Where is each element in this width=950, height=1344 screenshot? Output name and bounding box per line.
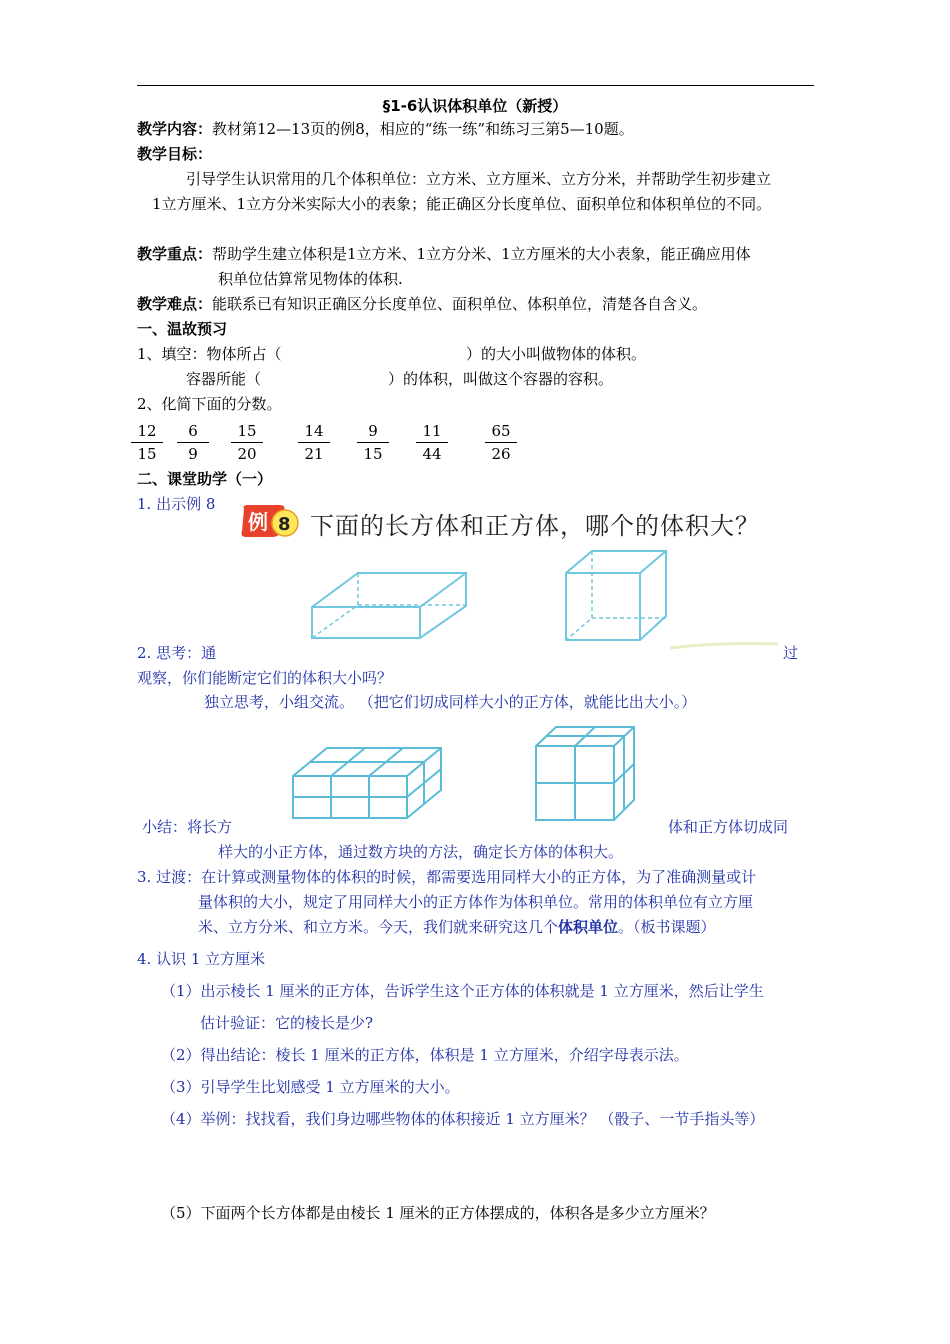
fraction-1 — [131, 420, 163, 465]
cuboid-figure — [300, 562, 480, 652]
fraction-denominator: 44 — [422, 445, 442, 463]
decorative-swoosh — [670, 640, 780, 652]
fraction-7 — [485, 420, 517, 465]
content-line — [137, 118, 634, 140]
fraction-denominator: 21 — [304, 445, 324, 463]
key-text-1: 帮助学生建立体积是1立方米、1立方分米、1立方厘米的大小表象，能正确应用体 — [212, 245, 751, 263]
step-4: 4. 认识 1 立方厘米 — [137, 950, 266, 968]
fraction-numerator: 9 — [357, 420, 389, 443]
step-3b: 量体积的大小，规定了用同样大小的正方体作为体积单位。常用的体积单位有立方厘 — [198, 893, 754, 911]
section-2-heading: 二、课堂助学（一） — [137, 470, 273, 488]
difficulty-line — [137, 293, 707, 315]
fraction-3 — [231, 420, 263, 465]
step-2c: 观察，你们能断定它们的体积大小吗？ — [137, 669, 393, 687]
page-title: §1-6认识体积单位（新授） — [382, 97, 568, 115]
fraction-numerator: 11 — [416, 420, 448, 443]
svg-text:8: 8 — [278, 514, 291, 535]
key-line-1 — [137, 243, 751, 265]
difficulty-text: 能联系已有知识正确区分长度单位、面积单位、体积单位，清楚各自含义。 — [212, 295, 708, 313]
summary-b: 体和正方体切成同 — [668, 818, 789, 836]
example-tag-badge — [240, 503, 302, 539]
fraction-4 — [298, 420, 330, 465]
fraction-2 — [177, 420, 209, 465]
goal-line-1: 引导学生认识常用的几个体积单位：立方米、立方厘米、立方分米，并帮助学生初步建立 — [186, 170, 772, 188]
step-4-4: （4）举例：找找看，我们身边哪些物体的体积接近 1 立方厘米？ （骰子、一节手指头等） — [161, 1110, 765, 1128]
fraction-numerator: 6 — [177, 420, 209, 443]
goal-label: 教学目标： — [137, 145, 213, 163]
fraction-numerator: 15 — [231, 420, 263, 443]
step-2a: 2. 思考：通 — [137, 644, 217, 662]
step-1: 1. 出示例 8 — [137, 495, 216, 513]
goal-line-2: 1立方厘米、1立方分米实际大小的表象；能正确区分长度单位、面积单位和体积单位的不同。 — [152, 195, 772, 213]
fraction-denominator: 15 — [137, 445, 157, 463]
fraction-denominator: 26 — [491, 445, 511, 463]
difficulty-label: 教学难点： — [137, 295, 213, 313]
fraction-6 — [416, 420, 448, 465]
fraction-numerator: 65 — [485, 420, 517, 443]
step-4-3: （3）引导学生比划感受 1 立方厘米的大小。 — [161, 1078, 460, 1096]
example-tag-icon — [240, 503, 302, 539]
fill-blank-1: 1、填空：物体所占（ — [137, 345, 282, 363]
step-3c — [198, 916, 716, 938]
key-line-2: 积单位估算常见物体的体积. — [218, 270, 403, 288]
cut-cuboid-figure — [285, 740, 445, 820]
step-2b: 过 — [783, 644, 799, 662]
volume-unit-emphasis: 体积单位 — [558, 918, 619, 936]
content-text: 教材第12—13页的例8，相应的“练一练”和练习三第5—10题。 — [212, 120, 634, 138]
fraction-denominator: 15 — [363, 445, 383, 463]
step-4-1b: 估计验证：它的棱长是少? — [200, 1014, 374, 1032]
fraction-denominator: 9 — [188, 445, 198, 463]
svg-text:例: 例 — [248, 510, 268, 534]
cube-figure — [556, 548, 676, 648]
step-4-5: （5）下面两个长方体都是由棱长 1 厘米的正方体摆成的，体积各是多少立方厘米？ — [161, 1204, 715, 1222]
summary-c: 样大的小正方体，通过数方块的方法，确定长方体的体积大。 — [218, 843, 624, 861]
step-4-1a: （1）出示棱长 1 厘米的正方体，告诉学生这个正方体的体积就是 1 立方厘米，然后让学生 — [161, 982, 764, 1000]
fraction-5 — [357, 420, 389, 465]
header-rule — [137, 85, 814, 86]
fraction-denominator: 20 — [237, 445, 257, 463]
step-4-2: （2）得出结论：棱长 1 厘米的正方体，体积是 1 立方厘米，介绍字母表示法。 — [161, 1046, 689, 1064]
fill-blank-1-end: ）的大小叫做物体的体积。 — [466, 345, 647, 363]
fraction-numerator: 12 — [131, 420, 163, 443]
summary-a: 小结：将长方 — [142, 818, 233, 836]
example-heading: 下面的长方体和正方体，哪个的体积大？ — [310, 512, 760, 540]
step-3c-pre: 米、立方分米、和立方米。今天，我们就来研究这几个 — [198, 918, 559, 936]
content-label: 教学内容： — [137, 120, 213, 138]
step-3a: 3. 过渡：在计算或测量物体的体积的时候，都需要选用同样大小的正方体，为了准确测量或计 — [137, 868, 757, 886]
fill-blank-2-end: ）的体积，叫做这个容器的容积。 — [388, 370, 614, 388]
fraction-numerator: 14 — [298, 420, 330, 443]
cut-cube-figure — [530, 724, 640, 824]
step-2d: 独立思考，小组交流。 （把它们切成同样大小的正方体，就能比出大小。） — [204, 693, 697, 711]
key-label: 教学重点： — [137, 245, 213, 263]
simplify-prompt: 2、化简下面的分数。 — [137, 395, 282, 413]
fill-blank-2: 容器所能（ — [186, 370, 262, 388]
section-1-heading: 一、温故预习 — [137, 320, 228, 338]
step-3c-post: 。（板书课题） — [618, 918, 716, 936]
